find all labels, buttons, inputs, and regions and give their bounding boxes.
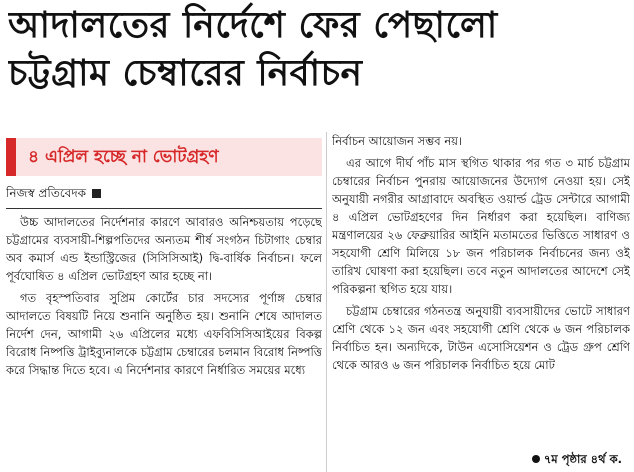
subhead-accent-bar: [6, 138, 16, 176]
column-divider: [326, 132, 327, 472]
right-paragraph-3: চট্টগ্রাম চেম্বারের গঠনতন্ত্র অনুযায়ী ব্যবসায়ীদের ভোটে সাধারণ শ্রেণি থেকে ১২ জন এবং সহযোগী শ্রেণি থেকে ৬ জন পরিচালক নির্বাচিত হন। অন্যদিকে, টাউন এসোসিয়েশন ও ট্রেড গ্রুপ শ্রেণি থেকে আরও ৬ জন পরিচালক নির্বাচিত হয়ে মোট: [332, 304, 630, 372]
byline-text: নিজস্ব প্রতিবেদক: [6, 186, 87, 200]
right-paragraph-2: এর আগে দীর্ঘ পাঁচ মাস স্থগিত থাকার পর গত ৩ মার্চ চট্টগ্রাম চেম্বারের নির্বাচন পুনরায় আয়োজনের উদ্যোগ নেওয়া হয়। সেই অনুযায়ী নগরীর আগ্রাবাদে অবস্থিত ওয়ার্ল্ড ট্রেড সেন্টারে আগামী ৪ এপ্রিল ভোটগ্রহণের দিন নির্ধারণ করা হয়েছিল। বাণিজ্য মন্ত্রণালয়ের ২৬ ফেব্রুয়ারির আইনি মতামতের ভিত্তিতে সাধারণ ও সহযোগী শ্রেণি মিলিয়ে ১৮ জন পরিচালক নির্বাচনের জন্য ওই তারিখ ঘোষণা করা হয়েছিল। তবে নতুন আদালতের আদেশে সেই পরিকল্পনা স্থগিত হয়ে যায়।: [332, 156, 630, 296]
left-paragraph-1: উচ্চ আদালতের নির্দেশনার কারণে আবারও অনিশ্চয়তায় পড়েছে চট্টগ্রামের ব্যবসায়ী-শিল্পপতিদের অন্যতম শীর্ষ সংগঠন চিটাগাং চেম্বার অব কমার্স এন্ড ইন্ডাস্ট্রিজের (সিসিসিআই) দ্বি-বার্ষিক নির্বাচন। ফলে পূর্বঘোষিত ৪ এপ্রিল ভোটগ্রহণ আর হচ্ছে না।: [6, 215, 322, 283]
headline-line-2: চট্টগ্রাম চেম্বারের নির্বাচন: [8, 53, 363, 94]
bullet-dot-icon: [532, 455, 540, 463]
byline: [6, 184, 322, 202]
right-paragraph-1: নির্বাচন আয়োজন সম্ভব নয়।: [332, 134, 463, 148]
subhead-text: ৪ এপ্রিল হচ্ছে না ভোটগ্রহণ: [16, 138, 322, 176]
left-paragraph-2: গত বৃহস্পতিবার সুপ্রিম কোর্টের চার সদস্যের পূর্ণাঙ্গ চেম্বার আদালতে বিষয়টি নিয়ে শুনানি অনুষ্ঠিত হয়। শুনানি শেষে আদালত নির্দেশ দেন, আগামী ২৬ এপ্রিলের মধ্যে এফবিসিসিআইয়ের বিকল্প বিরোধ নিষ্পত্তি ট্রাইব্যুনালকে চট্টগ্রাম চেম্বারের চলমান বিরোধ নিষ্পত্তি করে সিদ্ধান্ত দিতে হবে। এ নির্দেশনার কারণে নির্ধারিত সময়ের মধ্যে: [6, 291, 322, 377]
byline-square-icon: [92, 189, 101, 198]
headline-line-1: আদালতের নির্দেশে ফের পেছালো: [8, 5, 498, 46]
jump-text: ৭ম পৃষ্ঠার ৪র্থ ক.: [543, 452, 622, 466]
left-column: [6, 132, 322, 472]
right-column: [332, 132, 630, 472]
byline-divider: [6, 208, 322, 209]
subhead-banner: [6, 138, 322, 176]
continued-on-page: [532, 450, 622, 468]
headline: [8, 2, 626, 98]
